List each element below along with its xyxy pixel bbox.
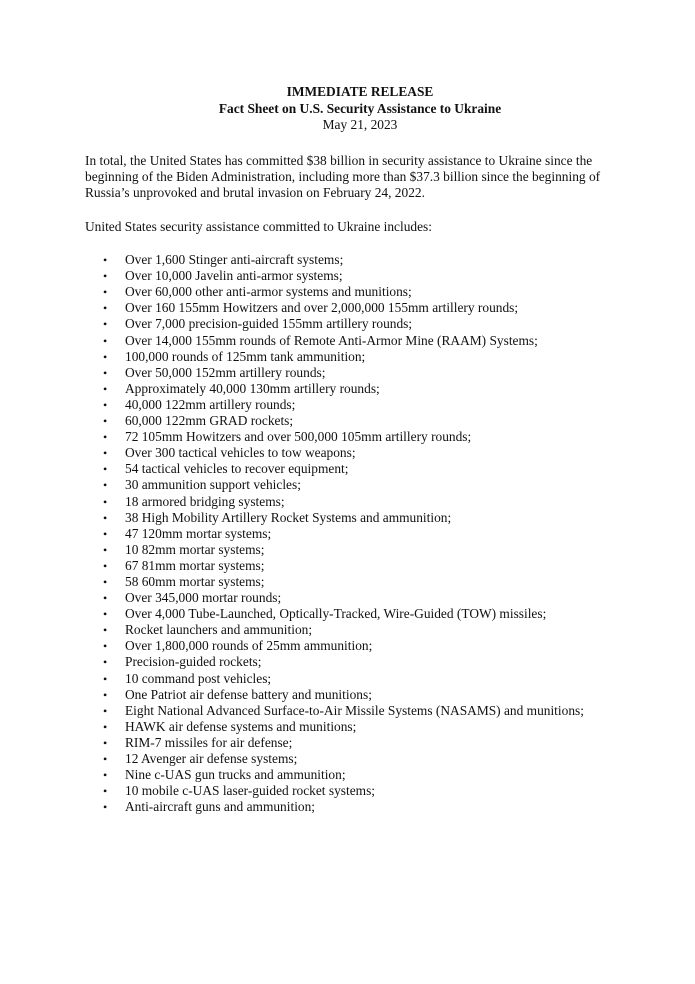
list-item-text: 40,000 122mm artillery rounds; (125, 396, 296, 412)
list-item-text: Over 1,800,000 rounds of 25mm ammunition; (125, 638, 373, 654)
list-item-text: Over 14,000 155mm rounds of Remote Anti-Armor Mine (RAAM) Systems; (125, 332, 538, 348)
intro-paragraph: In total, the United States has committed $38 billion in security assistance to Ukraine since the beginning of the Biden Administration, including more than $37.3 billion since the beginning of Russia’s unprovoked and brutal invasion on February 24, 2022. (85, 152, 601, 200)
list-item-text: Nine c-UAS gun trucks and ammunition; (125, 767, 346, 783)
list-item-text: Over 50,000 152mm artillery rounds; (125, 364, 326, 380)
bullet-icon: • (103, 397, 108, 412)
list-item (85, 284, 635, 300)
bullet-icon: • (103, 607, 108, 622)
bullet-icon: • (103, 591, 108, 606)
list-item-text: 18 armored bridging systems; (125, 493, 285, 509)
list-item (85, 252, 635, 268)
bullet-icon: • (103, 333, 108, 348)
bullet-icon: • (103, 784, 108, 799)
bullet-icon: • (103, 510, 108, 525)
document-header (85, 84, 635, 134)
list-item-text: 72 105mm Howitzers and over 500,000 105mm artillery rounds; (125, 429, 472, 445)
list-item (85, 574, 635, 590)
list-item (85, 654, 635, 670)
assistance-list (85, 252, 635, 815)
bullet-icon: • (103, 574, 108, 589)
list-item-text: Over 7,000 precision-guided 155mm artillery rounds; (125, 316, 413, 332)
list-item (85, 783, 635, 799)
list-item-text: Rocket launchers and ammunition; (125, 622, 313, 638)
list-item (85, 510, 635, 526)
bullet-icon: • (103, 719, 108, 734)
list-item-text: 60,000 122mm GRAD rockets; (125, 413, 294, 429)
list-item (85, 735, 635, 751)
bullet-icon: • (103, 687, 108, 702)
list-item (85, 429, 635, 445)
list-item (85, 590, 635, 606)
bullet-icon: • (103, 414, 108, 429)
list-item (85, 397, 635, 413)
bullet-icon: • (103, 623, 108, 638)
list-item (85, 494, 635, 510)
list-item-text: 10 82mm mortar systems; (125, 541, 265, 557)
list-item-text: HAWK air defense systems and munitions; (125, 718, 357, 734)
list-item-text: Over 60,000 other anti-armor systems and munitions; (125, 284, 412, 300)
bullet-icon: • (103, 800, 108, 815)
list-item-text: Approximately 40,000 130mm artillery rounds; (125, 380, 380, 396)
list-item-text: 30 ammunition support vehicles; (125, 477, 301, 493)
list-item (85, 558, 635, 574)
bullet-icon: • (103, 253, 108, 268)
list-item (85, 300, 635, 316)
bullet-icon: • (103, 301, 108, 316)
list-item (85, 316, 635, 332)
bullet-icon: • (103, 269, 108, 284)
list-item-text: One Patriot air defense battery and munitions; (125, 686, 372, 702)
list-item-text: 10 mobile c-UAS laser-guided rocket systems; (125, 783, 376, 799)
bullet-icon: • (103, 478, 108, 493)
bullet-icon: • (103, 639, 108, 654)
list-item-text: 47 120mm mortar systems; (125, 525, 272, 541)
list-item-text: 38 High Mobility Artillery Rocket Systems and ammunition; (125, 509, 452, 525)
list-item-text: Eight National Advanced Surface-to-Air Missile Systems (NASAMS) and munitions; (125, 702, 584, 718)
list-item (85, 638, 635, 654)
list-lead-in: United States security assistance committed to Ukraine includes: (85, 219, 432, 235)
list-item-text: Over 345,000 mortar rounds; (125, 590, 282, 606)
bullet-icon: • (103, 655, 108, 670)
bullet-icon: • (103, 349, 108, 364)
list-item-text: Anti-aircraft guns and ammunition; (125, 799, 316, 815)
list-item-text: 12 Avenger air defense systems; (125, 751, 298, 767)
bullet-icon: • (103, 671, 108, 686)
list-item (85, 268, 635, 284)
list-item-text: Over 4,000 Tube-Launched, Optically-Tracked, Wire-Guided (TOW) missiles; (125, 606, 547, 622)
list-item (85, 526, 635, 542)
list-item-text: 100,000 rounds of 125mm tank ammunition; (125, 348, 366, 364)
document-page (0, 84, 695, 984)
release-label: IMMEDIATE RELEASE (286, 84, 434, 99)
bullet-icon: • (103, 494, 108, 509)
list-item (85, 477, 635, 493)
list-item (85, 606, 635, 622)
list-item-text: Over 10,000 Javelin anti-armor systems; (125, 268, 343, 284)
bullet-icon: • (103, 703, 108, 718)
bullet-icon: • (103, 430, 108, 445)
list-item (85, 767, 635, 783)
bullet-icon: • (103, 381, 108, 396)
list-item (85, 751, 635, 767)
list-item-text: 58 60mm mortar systems; (125, 573, 265, 589)
list-item (85, 703, 635, 719)
list-item-text: RIM-7 missiles for air defense; (125, 734, 293, 750)
document-date: May 21, 2023 (322, 117, 398, 132)
bullet-icon: • (103, 317, 108, 332)
list-item (85, 671, 635, 687)
list-item-text: Precision-guided rockets; (125, 654, 262, 670)
bullet-icon: • (103, 752, 108, 767)
list-item (85, 719, 635, 735)
bullet-icon: • (103, 285, 108, 300)
bullet-icon: • (103, 735, 108, 750)
bullet-icon: • (103, 542, 108, 557)
bullet-icon: • (103, 526, 108, 541)
list-item (85, 542, 635, 558)
list-item (85, 333, 635, 349)
list-item (85, 413, 635, 429)
list-item-text: 67 81mm mortar systems; (125, 557, 265, 573)
list-item (85, 687, 635, 703)
bullet-icon: • (103, 558, 108, 573)
list-item-text: 54 tactical vehicles to recover equipment; (125, 461, 349, 477)
list-item-text: 10 command post vehicles; (125, 670, 272, 686)
bullet-icon: • (103, 768, 108, 783)
document-title: Fact Sheet on U.S. Security Assistance to Ukraine (218, 100, 502, 116)
bullet-icon: • (103, 446, 108, 461)
list-item (85, 349, 635, 365)
list-item (85, 799, 635, 815)
list-item-text: Over 300 tactical vehicles to tow weapons; (125, 445, 356, 461)
list-item (85, 445, 635, 461)
list-item-text: Over 1,600 Stinger anti-aircraft systems; (125, 252, 344, 268)
list-item (85, 622, 635, 638)
bullet-icon: • (103, 365, 108, 380)
list-item (85, 381, 635, 397)
list-item-text: Over 160 155mm Howitzers and over 2,000,000 155mm artillery rounds; (125, 300, 519, 316)
bullet-icon: • (103, 462, 108, 477)
list-item (85, 365, 635, 381)
list-item (85, 461, 635, 477)
